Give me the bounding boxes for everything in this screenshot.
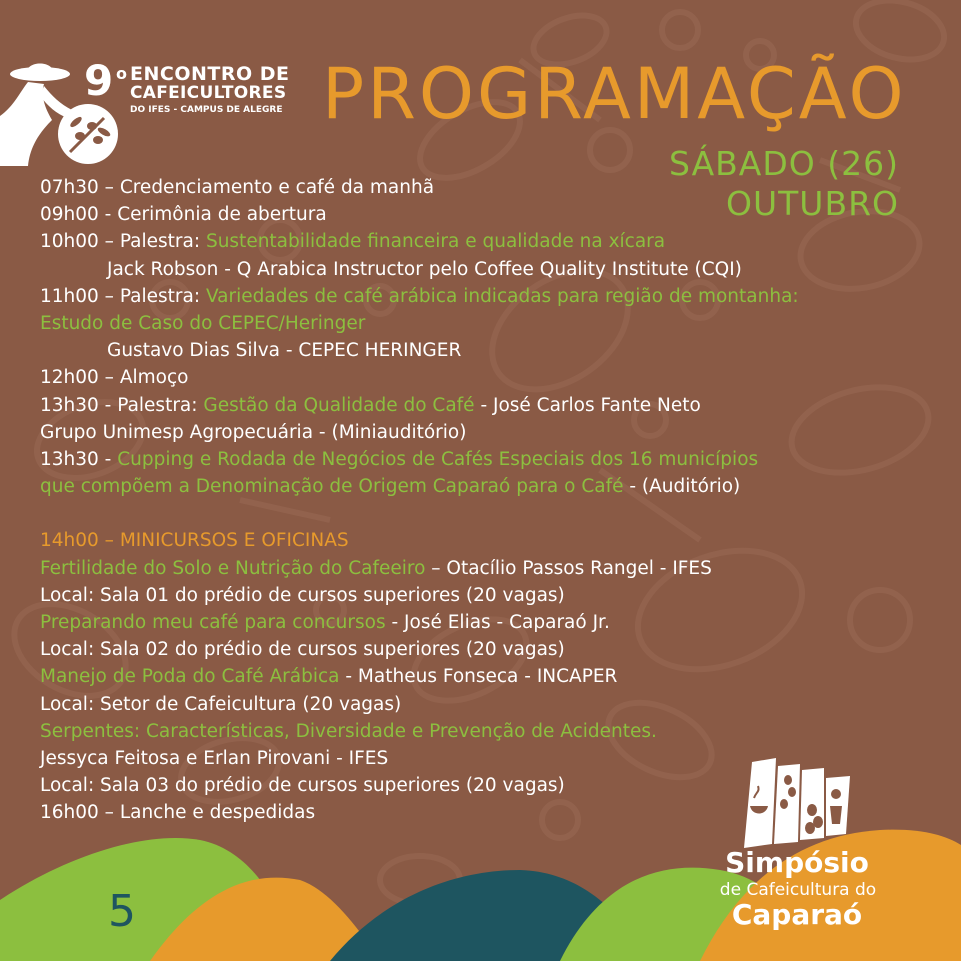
encontro-ordinal: o [116, 64, 127, 83]
page-title: PROGRAMAÇÃO [322, 53, 907, 135]
schedule-item: 10h00 – Palestra: Sustentabilidade financeira e qualidade na xícara [40, 231, 666, 253]
simposio-subtitle: de Cafeicultura do [719, 880, 877, 900]
schedule-item: 07h30 – Credenciamento e café da manhã [40, 177, 435, 198]
encontro-title-line2: CAFEICULTORES [130, 83, 287, 103]
spacer [40, 500, 920, 527]
schedule-item: 13h30 - Cupping e Rodada de Negócios de Cafés Especiais dos 16 municípios [40, 448, 759, 470]
course-speakers: Jessyca Feitosa e Erlan Pirovani - IFES [40, 747, 389, 769]
schedule-item: 13h30 - Palestra: Gestão da Qualidade do Café - José Carlos Fante Neto [40, 394, 701, 416]
course-title: Manejo de Poda do Café Arábica [40, 666, 340, 688]
simposio-title: Simpósio [725, 846, 869, 879]
talk-title: Cupping e Rodada de Negócios de Cafés Especiais dos 16 municípios [117, 448, 759, 470]
course-title: Serpentes: Características, Diversidade e Prevenção de Acidentes. [40, 720, 657, 742]
course-item: Preparando meu café para concursos - José Elias - Caparaó Jr. [40, 612, 610, 633]
speaker-line: Gustavo Dias Silva - CEPEC HERINGER [107, 340, 462, 362]
schedule-item: 09h00 - Cerimônia de abertura [40, 204, 327, 226]
talk-title-continued: Estudo de Caso do CEPEC/Heringer [40, 312, 366, 334]
talk-title: Gestão da Qualidade do Café [203, 394, 475, 416]
talk-title: Sustentabilidade financeira e qualidade na xícara [205, 231, 666, 253]
course-location: Local: Setor de Cafeicultura (20 vagas) [40, 693, 402, 715]
coffee-branch-icon [58, 104, 118, 164]
schedule-item: 12h00 – Almoço [40, 367, 189, 389]
page-number: 5 [108, 886, 136, 937]
course-location: Local: Sala 02 do prédio de cursos superiores (20 vagas) [40, 639, 565, 661]
course-location: Local: Sala 03 do prédio de cursos superiores (20 vagas) [40, 775, 565, 797]
course-item: Manejo de Poda do Café Arábica - Matheus Fonseca - INCAPER [40, 666, 618, 688]
speaker-line: Grupo Unimesp Agropecuária - (Miniauditório) [40, 421, 467, 443]
speaker-line: Jack Robson - Q Arabica Instructor pelo Coffee Quality Institute (CQI) [107, 258, 742, 280]
course-title: Fertilidade do Solo e Nutrição do Cafeeiro [40, 557, 426, 579]
encontro-subtitle: DO IFES - CAMPUS DE ALEGRE [130, 105, 283, 115]
encontro-number: 9 [84, 56, 114, 105]
encontro-title-line1: ENCONTRO DE [130, 63, 290, 85]
date-day: SÁBADO (26) [669, 144, 899, 183]
course-location: Local: Sala 01 do prédio de cursos superiores (20 vagas) [40, 584, 565, 606]
section-heading: 14h00 – MINICURSOS E OFICINAS [40, 530, 349, 552]
schedule-list [40, 174, 920, 827]
talk-title: Variedades de café arábica indicadas para região de montanha: [205, 285, 799, 307]
course-item: Fertilidade do Solo e Nutrição do Cafeeiro – Otacílio Passos Rangel - IFES [40, 557, 712, 579]
schedule-item: 11h00 – Palestra: Variedades de café arábica indicadas para região de montanha: [40, 285, 799, 307]
course-title: Preparando meu café para concursos [40, 612, 386, 633]
simposio-logo-icon [738, 758, 858, 850]
schedule-item: 16h00 – Lanche e despedidas [40, 802, 316, 824]
schedule-item-continued: que compõem a Denominação de Origem Caparaó para o Café - (Auditório) [40, 476, 741, 498]
simposio-region: Caparaó [731, 898, 863, 931]
date-month: OUTUBRO [726, 184, 899, 223]
